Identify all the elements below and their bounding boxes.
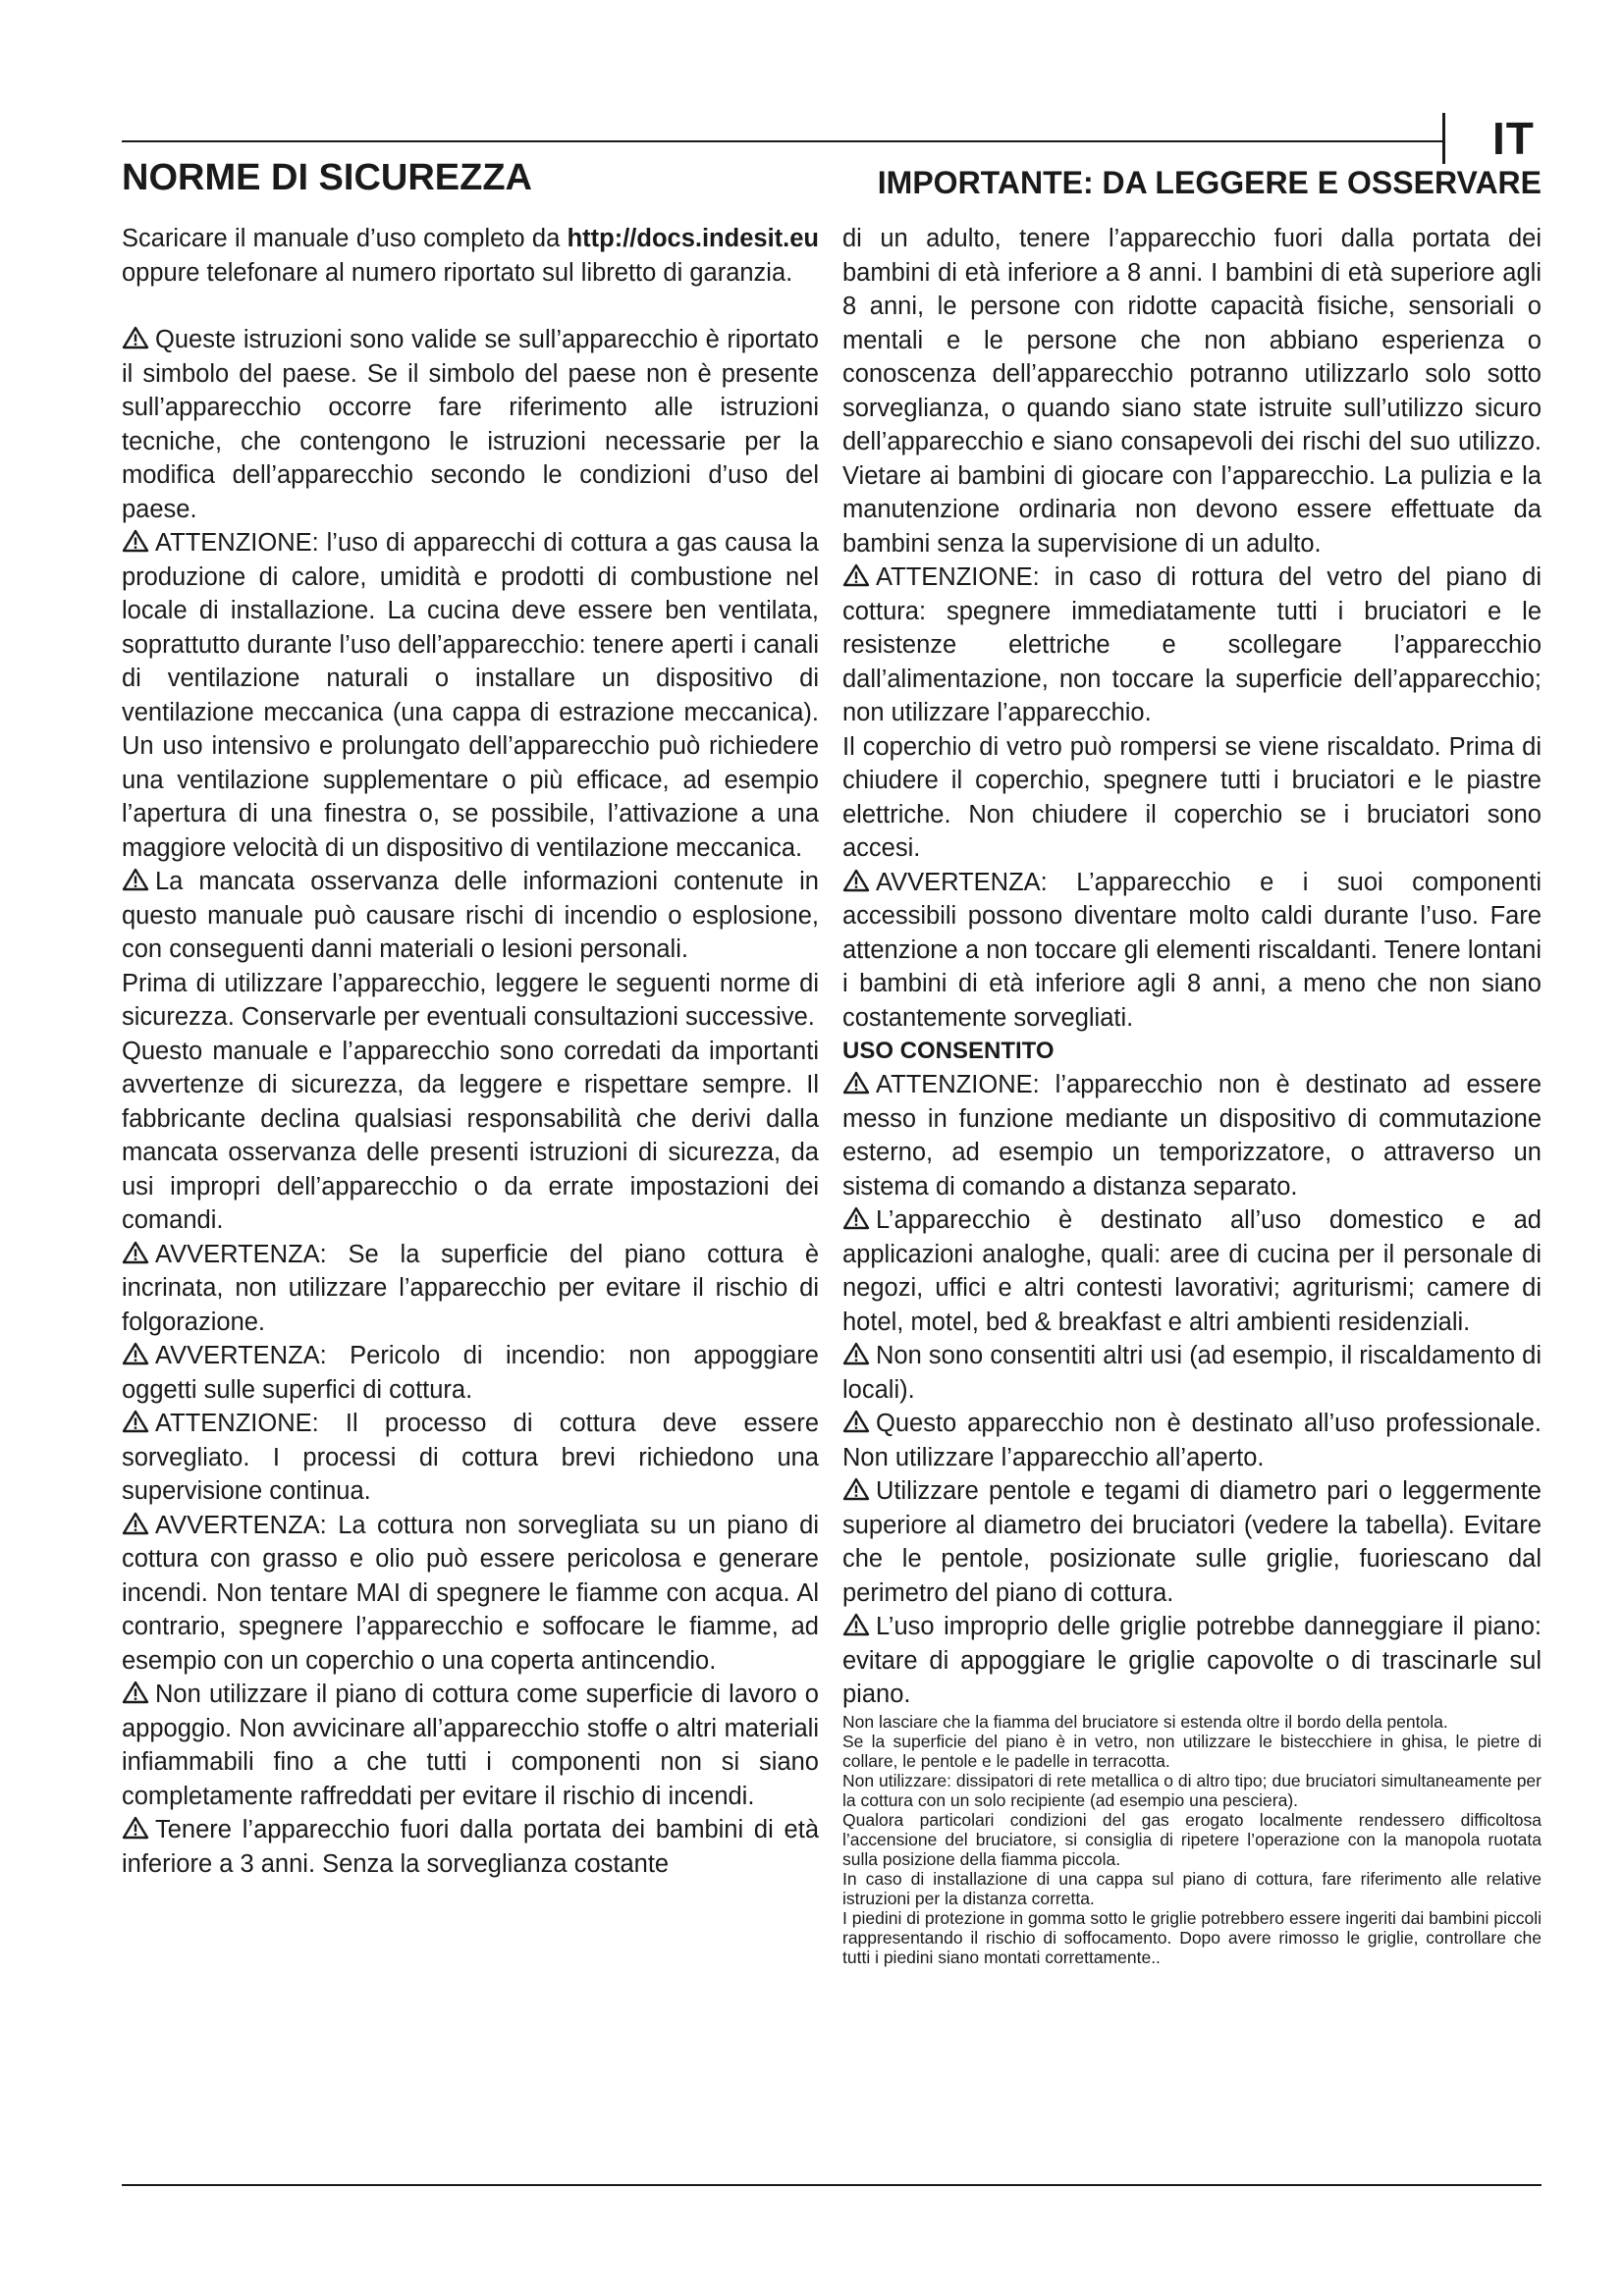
- note-paragraph: I piedini di protezione in gomma sotto le griglie potrebbero essere ingeriti dai bambini piccoli rappresentando il rischio di soffocamento. Dopo avere rimosso le griglie, controllare che tutti i piedini siano montati correttamente..: [842, 1907, 1542, 1967]
- warning-triangle-icon: [122, 1342, 149, 1365]
- note-paragraph: Non utilizzare: dissipatori di rete metallica o di altro tipo; due bruciatori simultaneamente per la cottura con un solo recipiente (ad esempio una pesciera).: [842, 1770, 1542, 1810]
- warning-triangle-icon: [122, 1241, 149, 1264]
- warning-triangle-icon: [842, 1071, 870, 1095]
- manual-download-link[interactable]: http://docs.indesit.eu: [567, 225, 819, 252]
- warning-triangle-icon: [842, 563, 870, 587]
- safety-paragraph: Utilizzare pentole e tegami di diametro pari o leggermente superiore al diametro dei bruciatori (vedere la tabella). Evitare che le pentole, posizionate sulle griglie, fuoriescano dal perimetro del piano di cottura.: [842, 1477, 1542, 1607]
- safety-paragraph: AVVERTENZA: L’apparecchio e i suoi componenti accessibili possono diventare molto caldi durante l’uso. Fare attenzione a non toccare gli elementi riscaldanti. Tenere lontani i bambini di età inferiore agli 8 anni, a meno che non siano costantemente sorvegliati.: [842, 868, 1542, 1032]
- safety-paragraph: Prima di utilizzare l’apparecchio, leggere le seguenti norme di sicurezza. Conservarle per eventuali consultazioni successive.: [122, 969, 819, 1031]
- warning-triangle-icon: [122, 1512, 149, 1535]
- subheading-uso-consentito: USO CONSENTITO: [842, 1038, 1055, 1064]
- note-paragraph: In caso di installazione di una cappa sul piano di cottura, fare riferimento alle relative istruzioni per la distanza corretta.: [842, 1868, 1542, 1908]
- safety-paragraph: L’uso improprio delle griglie potrebbe danneggiare il piano: evitare di appoggiare le griglie capovolte o di trascinarle sul piano.: [842, 1613, 1542, 1708]
- warning-triangle-icon: [842, 1410, 870, 1433]
- warning-triangle-icon: [122, 1681, 149, 1704]
- safety-paragraph: AVVERTENZA: La cottura non sorvegliata su un piano di cottura con grasso e olio può essere pericolosa e generare incendi. Non tentare MAI di spegnere le fiamme con acqua. Al contrario, spegnere l’apparecchio e soffocare le fiamme, ad esempio con un coperchio o una coperta antincendio.: [122, 1511, 819, 1675]
- safety-paragraph: ATTENZIONE: in caso di rottura del vetro del piano di cottura: spegnere immediatamente tutti i bruciatori e le resistenze elettriche e scollegare l’apparecchio dall’alimentazione, non toccare la superficie dell’apparecchio; non utilizzare l’apparecchio.: [842, 563, 1542, 726]
- language-divider: [1442, 113, 1445, 164]
- footer-rule: [122, 2184, 1542, 2186]
- warning-triangle-icon: [842, 1206, 870, 1230]
- safety-paragraph: Il coperchio di vetro può rompersi se viene riscaldato. Prima di chiudere il coperchio, spegnere tutti i bruciatori e le piastre elettriche. Non chiudere il coperchio se i bruciatori sono accesi.: [842, 732, 1542, 862]
- safety-paragraph: La mancata osservanza delle informazioni contenute in questo manuale può causare rischi di incendio o esplosione, con conseguenti danni materiali o lesioni personali.: [122, 868, 819, 963]
- safety-paragraph: AVVERTENZA: Pericolo di incendio: non appoggiare oggetti sulle superfici di cottura.: [122, 1342, 819, 1404]
- warning-triangle-icon: [122, 1410, 149, 1433]
- right-column: [842, 222, 1542, 1967]
- safety-paragraph: AVVERTENZA: Se la superficie del piano cottura è incrinata, non utilizzare l’apparecchio per evitare il rischio di folgorazione.: [122, 1240, 819, 1336]
- warning-triangle-icon: [122, 868, 149, 891]
- warning-triangle-icon: [842, 1613, 870, 1636]
- note-paragraph: Qualora particolari condizioni del gas erogato localmente rendessero difficoltosa l’accensione del bruciatore, si consiglia di ripetere l’operazione con la manopola ruotata sulla posizione della fiamma piccola.: [842, 1809, 1542, 1869]
- safety-paragraph: ATTENZIONE: l’apparecchio non è destinato ad essere messo in funzione mediante un dispositivo di commutazione esterno, ad esempio un temporizzatore, o attraverso un sistema di comando a distanza separato.: [842, 1071, 1542, 1201]
- note-paragraph: Non lasciare che la fiamma del bruciatore si estenda oltre il bordo della pentola.: [842, 1711, 1448, 1732]
- section-subtitle: IMPORTANTE: DA LEGGERE E OSSERVARE: [877, 165, 1542, 200]
- safety-paragraph: di un adulto, tenere l’apparecchio fuori dalla portata dei bambini di età inferiore a 8 anni. I bambini di età superiore agli 8 anni, le persone con ridotte capacità fisiche, sensoriali o mentali e le persone che non abbiano esperienza o conoscenza dell’apparecchio potranno utilizzarlo solo sotto sorveglianza, o quando siano state istruite sull’utilizzo sicuro dell’apparecchio e siano consapevoli dei rischi del suo utilizzo. Vietare ai bambini di giocare con l’apparecchio. La pulizia e la manutenzione ordinaria non devono essere effettuate da bambini senza la supervisione di un adulto.: [842, 225, 1542, 558]
- intro-paragraph: Scaricare il manuale d’uso completo da http://docs.indesit.eu oppure telefonare al numero riportato sul libretto di garanzia.: [122, 225, 819, 287]
- safety-paragraph: ATTENZIONE: Il processo di cottura deve essere sorvegliato. I processi di cottura brevi richiedono una supervisione continua.: [122, 1410, 819, 1505]
- safety-paragraph: Questo manuale e l’apparecchio sono corredati da importanti avvertenze di sicurezza, da leggere e rispettare sempre. Il fabbricante declina qualsiasi responsabilità che derivi dalla mancata osservanza delle presenti istruzioni di sicurezza, da usi impropri dell’apparecchio o da errate impostazioni dei comandi.: [122, 1037, 819, 1234]
- safety-paragraph: Queste istruzioni sono valide se sull’apparecchio è riportato il simbolo del paese. Se il simbolo del paese non è presente sull’apparecchio occorre fare riferimento alle istruzioni tecniche, che contengono le istruzioni necessarie per la modifica dell’apparecchio secondo le condizioni d’uso del paese.: [122, 326, 819, 523]
- safety-paragraph: L’apparecchio è destinato all’uso domestico e ad applicazioni analoghe, quali: aree di cucina per il personale di negozi, uffici e altri contesti lavorativi; agriturismi; camere di hotel, motel, bed & breakfast e altri ambienti residenziali.: [842, 1206, 1542, 1336]
- note-paragraph: Se la superficie del piano è in vetro, non utilizzare le bistecchiere in ghisa, le pietre di collare, le pentole e le padelle in terracotta.: [842, 1731, 1542, 1771]
- header-rule: [122, 140, 1442, 142]
- safety-paragraph: Questo apparecchio non è destinato all’uso professionale. Non utilizzare l’apparecchio all’aperto.: [842, 1410, 1542, 1471]
- safety-paragraph: ATTENZIONE: l’uso di apparecchi di cottura a gas causa la produzione di calore, umidità e prodotti di combustione nel locale di installazione. La cucina deve essere ben ventilata, soprattutto durante l’uso dell’apparecchio: tenere aperti i canali di ventilazione naturali o installare un dispositivo di ventilazione meccanica (una cappa di estrazione meccanica). Un uso intensivo e prolungato dell’apparecchio può richiedere una ventilazione supplementare o più efficace, ad esempio l’apertura di una finestra o, se possibile, l’attivazione a una maggiore velocità di un dispositivo di ventilazione meccanica.: [122, 529, 819, 862]
- safety-paragraph: Non sono consentiti altri usi (ad esempio, il riscaldamento di locali).: [842, 1342, 1542, 1404]
- warning-triangle-icon: [842, 869, 870, 892]
- safety-paragraph: Non utilizzare il piano di cottura come superficie di lavoro o appoggio. Non avvicinare all’apparecchio stoffe o altri materiali infiammabili fino a che tutti i componenti non si siano completamente raffreddati per evitare il rischio di incendi.: [122, 1681, 819, 1810]
- section-title: NORME DI SICUREZZA: [122, 157, 532, 198]
- warning-triangle-icon: [122, 529, 149, 553]
- warning-triangle-icon: [122, 326, 149, 349]
- warning-triangle-icon: [842, 1477, 870, 1501]
- warning-triangle-icon: [842, 1342, 870, 1365]
- warning-triangle-icon: [122, 1816, 149, 1840]
- safety-paragraph: Tenere l’apparecchio fuori dalla portata dei bambini di età inferiore a 3 anni. Senza la sorveglianza costante: [122, 1816, 819, 1878]
- left-column: [122, 222, 819, 1881]
- language-code: IT: [1492, 113, 1535, 164]
